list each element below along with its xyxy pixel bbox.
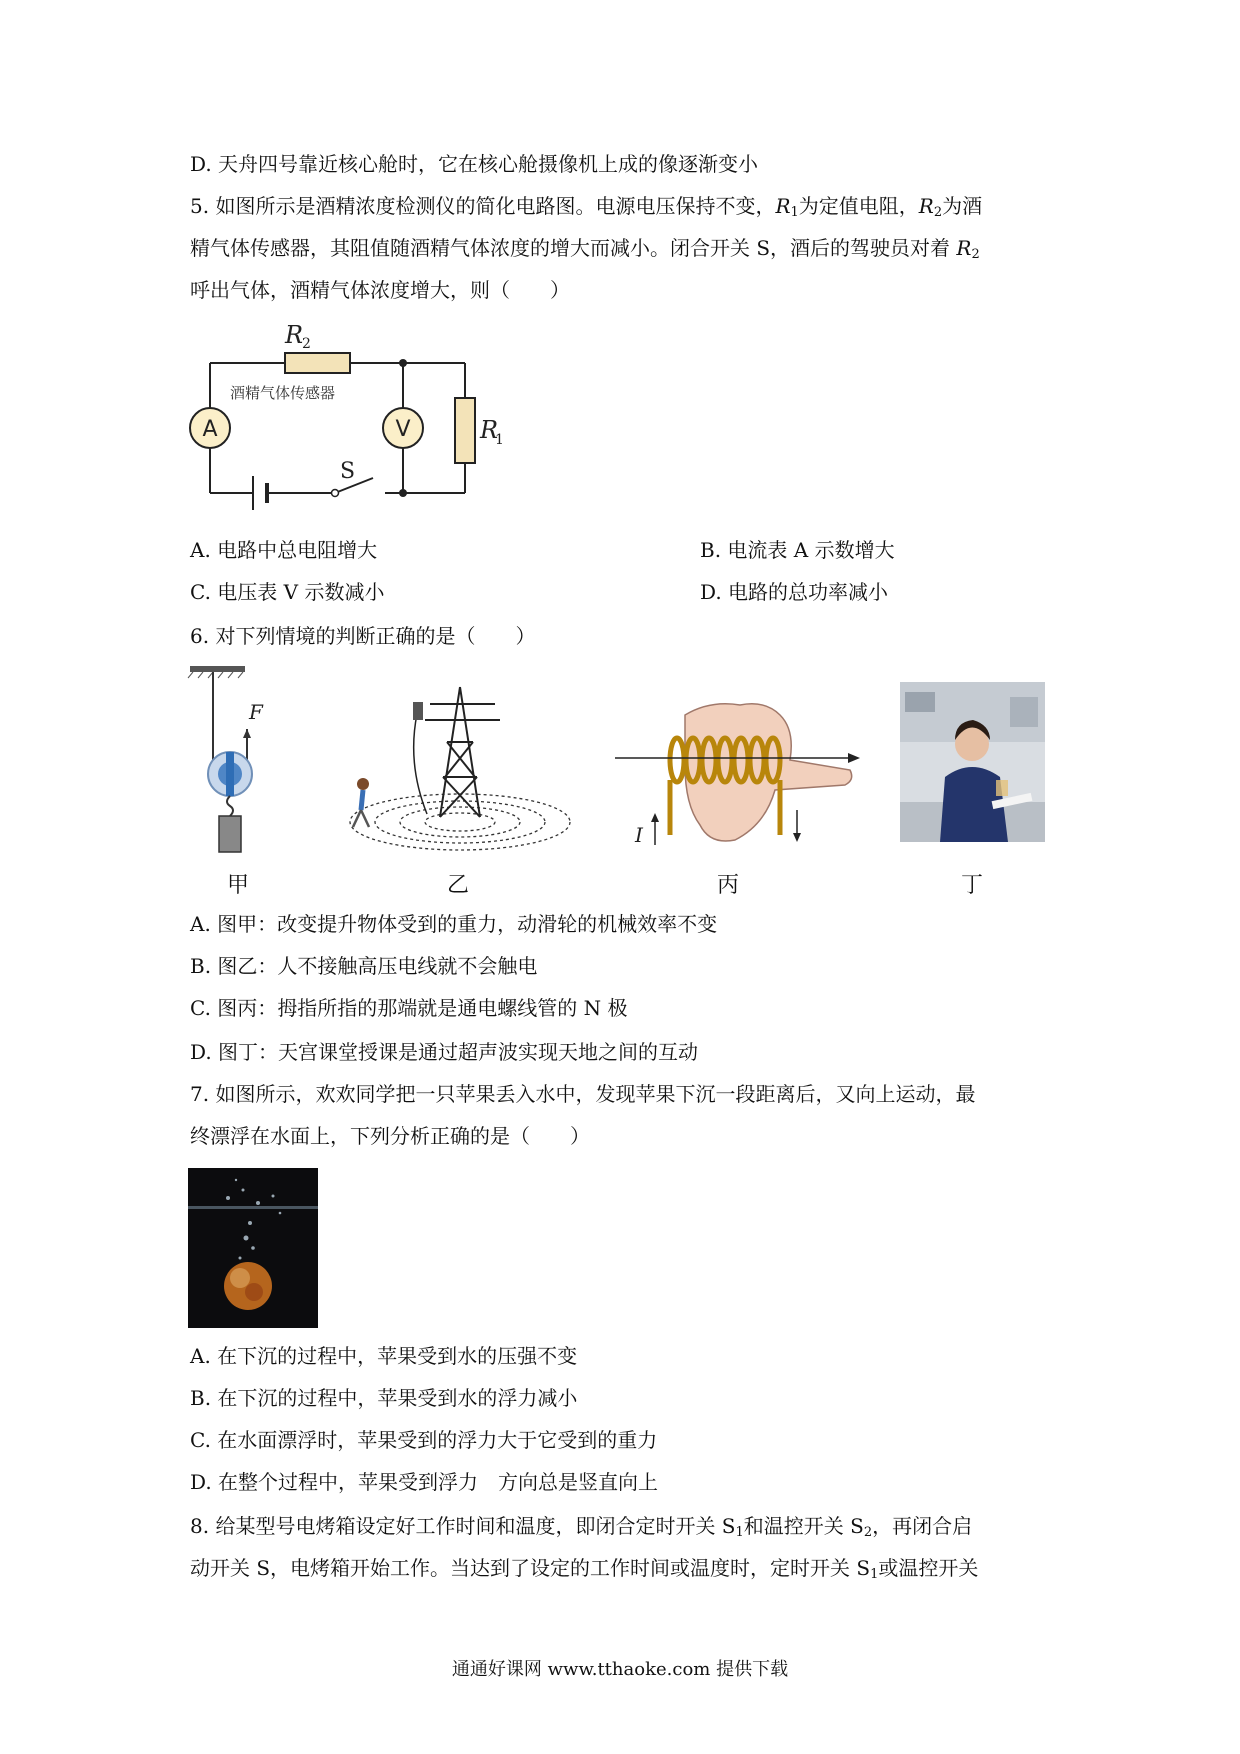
insulator (413, 702, 423, 720)
q6-option-a: A. 图甲：改变提升物体受到的重力，动滑轮的机械效率不变 (190, 912, 718, 936)
person-body (361, 790, 363, 810)
current-in-arrow (651, 813, 659, 822)
r1-sub: 1 (495, 432, 504, 448)
switch-contact (332, 490, 339, 497)
q5-stem-line2: 精气体传感器，其阻值随酒精气体浓度的增大而减小。闭合开关 S，酒后的驾驶员对着 $R_2$ (190, 236, 980, 262)
hook (227, 796, 233, 816)
q5-option-b: B. 电流表 A 示数增大 (700, 538, 895, 562)
q5-option-a: A. 电路中总电阻增大 (190, 538, 378, 562)
current-out-arrow (793, 833, 801, 842)
fig-label-ding: 丁 (960, 873, 983, 898)
cup (996, 780, 1008, 796)
q7-option-b: B. 在下沉的过程中，苹果受到水的浮力减小 (190, 1386, 578, 1410)
q6-option-c: C. 图丙：拇指所指的那端就是通电螺线管的 N 极 (190, 996, 628, 1020)
force-arrow (243, 729, 251, 738)
figure-apple-in-water-photo (188, 1168, 318, 1328)
weight-block (219, 816, 241, 852)
q7-option-a: A. 在下沉的过程中，苹果受到水的压强不变 (190, 1344, 578, 1368)
force-label: F (249, 700, 263, 724)
q6-stem: 6. 对下列情境的判断正确的是（ ） (190, 624, 536, 648)
fig-label-jia: 甲 (226, 873, 249, 898)
fig-label-bing: 丙 (716, 873, 739, 898)
tower-structure (425, 687, 500, 817)
q8-stem-line2: 动开关 S，电烤箱开始工作。当达到了设定的工作时间或温度时，定时开关 $S_1$或温控开关 (190, 1556, 979, 1582)
r1-label: R (480, 416, 499, 444)
q5-stem-line1: 5. 如图所示是酒精浓度检测仪的简化电路图。电源电压保持不变，$R_1$为定值电阻，$R_2$为酒 (190, 194, 983, 220)
sensor-label: 酒精气体传感器 (230, 384, 336, 402)
q8-stem-line1: 8. 给某型号电烤箱设定好工作时间和温度，即闭合定时开关 $S_1$和温控开关 $S_2$，再闭合启 (190, 1514, 973, 1540)
q5-option-c: C. 电压表 V 示数减小 (190, 580, 385, 604)
q7-option-c: C. 在水面漂浮时，苹果受到的浮力大于它受到的重力 (190, 1428, 658, 1452)
q4-option-d: D. 天舟四号靠近核心舱时，它在核心舱摄像机上成的像逐渐变小 (190, 152, 759, 176)
figure-space-classroom-photo (900, 682, 1045, 842)
person-head (357, 778, 369, 790)
r1-resistor (455, 398, 475, 463)
ammeter-label: A (202, 417, 218, 442)
q7-stem-line2: 终漂浮在水面上，下列分析正确的是（ ） (190, 1124, 590, 1148)
q7-option-d: D. 在整个过程中，苹果受到浮力 方向总是竖直向上 (190, 1470, 659, 1494)
switch-label: S (340, 459, 356, 484)
fallen-wire (414, 714, 427, 814)
axis-arrowhead (848, 753, 860, 763)
circuit-diagram (185, 318, 505, 518)
q5-stem-line3: 呼出气体，酒精气体浓度增大，则（ ） (190, 278, 570, 302)
fig-label-yi: 乙 (446, 873, 469, 898)
water-surface (188, 1206, 318, 1209)
figure-solenoid-hand (615, 695, 865, 855)
q7-stem-line1: 7. 如图所示，欢欢同学把一只苹果丢入水中，发现苹果下沉一段距离后，又向上运动，最 (190, 1082, 976, 1106)
ceiling-support (190, 666, 245, 672)
current-label: I (635, 823, 643, 847)
r2-sub: 2 (302, 336, 311, 352)
q5-option-d: D. 电路的总功率减小 (700, 580, 889, 604)
figure-power-tower (335, 682, 575, 862)
page-footer: 通通好课网 www.tthaoke.com 提供下载 (451, 1659, 789, 1680)
voltmeter-label: V (395, 417, 411, 442)
junction-dot (399, 359, 407, 367)
pulley-frame (226, 752, 234, 796)
q6-option-d: D. 图丁：天宫课堂授课是通过超声波实现天地之间的互动 (190, 1040, 699, 1064)
figure-pulley (185, 664, 265, 864)
q6-option-b: B. 图乙：人不接触高压电线就不会触电 (190, 954, 538, 978)
junction-dot (399, 489, 407, 497)
r2-resistor (285, 353, 350, 373)
r2-label: R (285, 321, 304, 349)
